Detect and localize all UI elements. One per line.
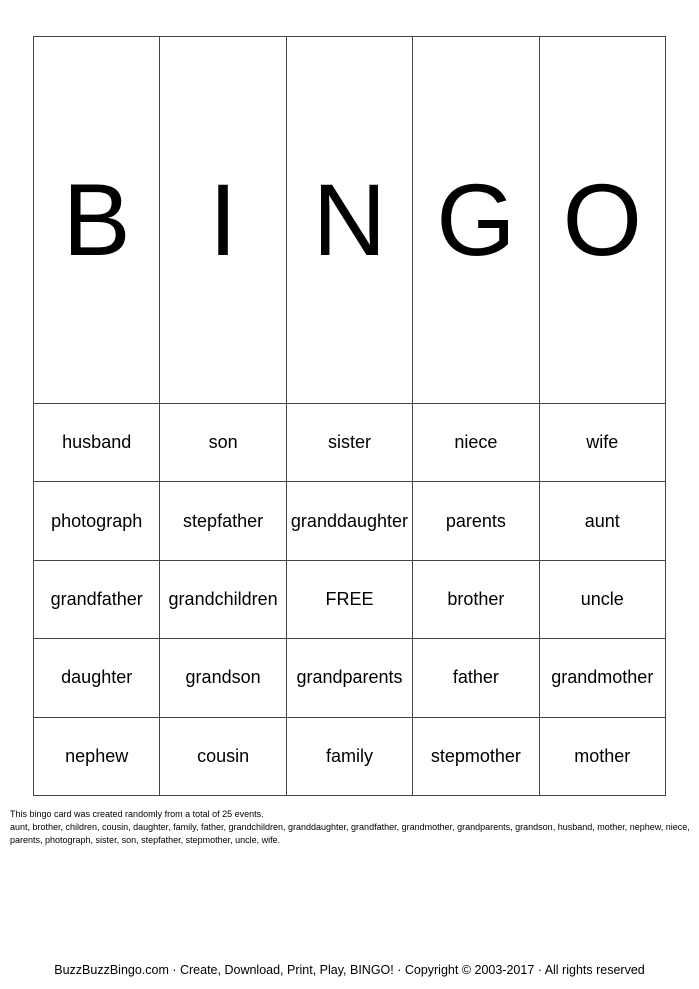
bingo-cell: grandchildren [160,560,286,638]
bingo-cell: family [286,717,412,795]
bingo-cell: stepfather [160,482,286,560]
bingo-cell: photograph [34,482,160,560]
card-info-events-list: aunt, brother, children, cousin, daughter, family, father, grandchildren, granddaughter, grandfather, grandmother, grandparents, grandson, husband, mother, nephew, niece, parents, photograph, sister, son, stepfather, stepmother, uncle, wife. [10,822,690,845]
bingo-row-4 [34,639,666,717]
bingo-cell: sister [286,404,412,482]
bingo-row-2 [34,482,666,560]
footer-copyright: BuzzBuzzBingo.com · Create, Download, Print, Play, BINGO! · Copyright © 2003-2017 · All rights reserved [54,963,645,977]
card-info [10,808,690,847]
header-letter-o: O [539,37,665,404]
bingo-cell: grandfather [34,560,160,638]
bingo-cell: nephew [34,717,160,795]
card-info-summary: This bingo card was created randomly from a total of 25 events. [10,809,264,819]
bingo-cell: grandson [160,639,286,717]
bingo-cell: father [413,639,539,717]
bingo-cell: wife [539,404,665,482]
bingo-cell: uncle [539,560,665,638]
bingo-cell: parents [413,482,539,560]
bingo-cell: son [160,404,286,482]
bingo-cell: stepmother [413,717,539,795]
header-letter-g: G [413,37,539,404]
bingo-cell: grandparents [286,639,412,717]
bingo-cell: niece [413,404,539,482]
bingo-cell: daughter [34,639,160,717]
bingo-cell: cousin [160,717,286,795]
bingo-header-row [34,37,666,404]
bingo-cell: granddaughter [286,482,412,560]
bingo-cell: brother [413,560,539,638]
header-letter-i: I [160,37,286,404]
bingo-cell: aunt [539,482,665,560]
bingo-row-5 [34,717,666,795]
bingo-card [33,36,666,796]
bingo-row-3 [34,560,666,638]
header-letter-b: B [34,37,160,404]
header-letter-n: N [286,37,412,404]
bingo-cell: mother [539,717,665,795]
bingo-cell: husband [34,404,160,482]
bingo-free-cell: FREE [286,560,412,638]
bingo-row-1 [34,404,666,482]
bingo-cell: grandmother [539,639,665,717]
